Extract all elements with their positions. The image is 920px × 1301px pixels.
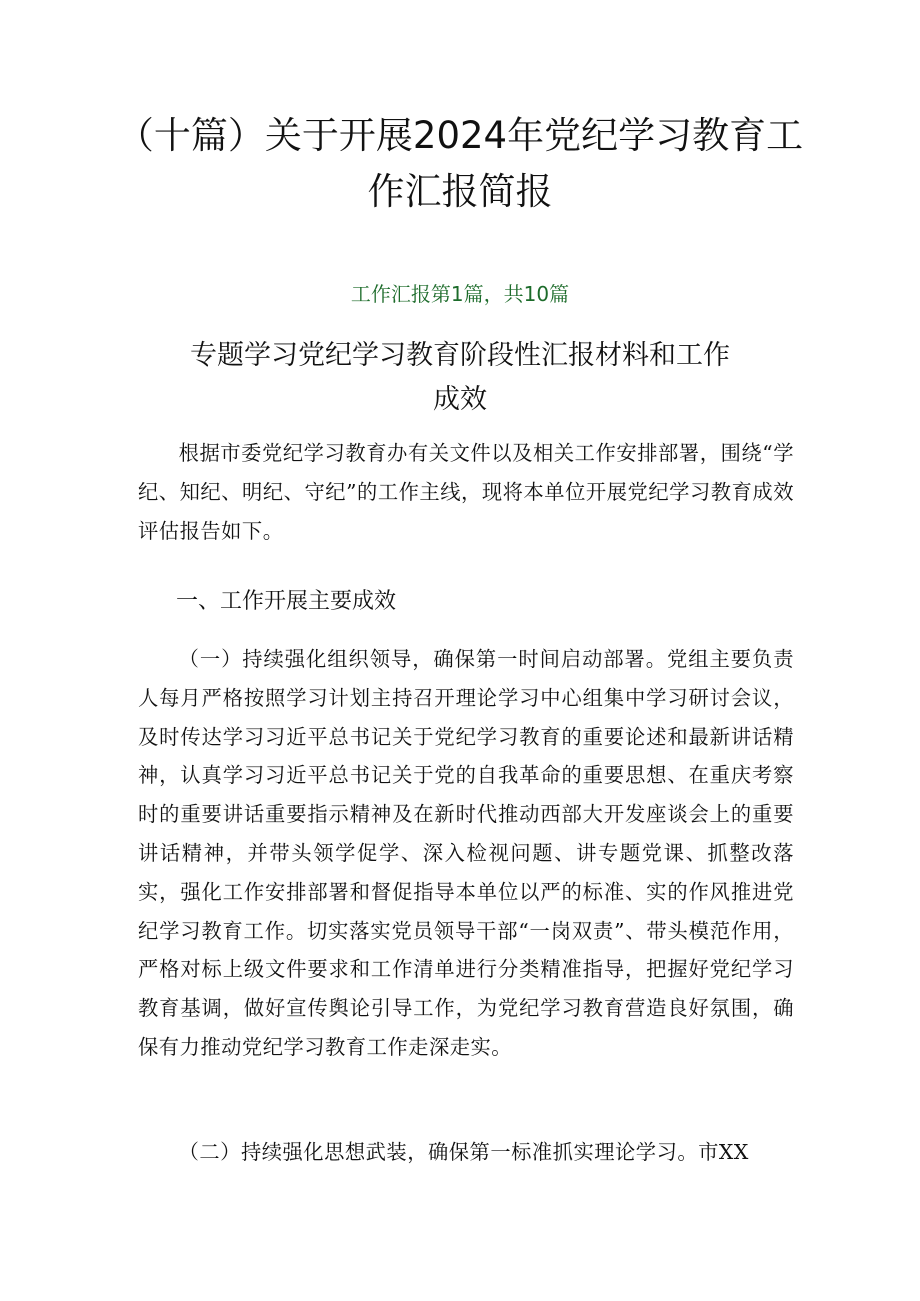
article-title-line-1: 专题学习党纪学习教育阶段性汇报材料和工作 — [190, 340, 730, 371]
paragraph-ideological-arming: （二）持续强化思想武装，确保第一标准抓实理论学习。市XX — [178, 1140, 749, 1164]
article-title — [150, 334, 770, 422]
intro-paragraph: 根据市委党纪学习教育办有关文件以及相关工作安排部署，围绕“学纪、知纪、明纪、守纪”的工作主线，现将本单位开展党纪学习教育成效评估报告如下。 — [138, 441, 794, 543]
document-title — [100, 108, 820, 220]
document-title-line-1: （十篇）关于开展2024年党纪学习教育工 — [116, 114, 804, 157]
document-title-line-2: 作汇报简报 — [367, 170, 553, 213]
heading-main-achievements: 一、工作开展主要成效 — [176, 589, 397, 614]
article-title-line-2: 成效 — [433, 384, 487, 415]
paragraph-organizational-leadership: （一）持续强化组织领导，确保第一时间启动部署。党组主要负责人每月严格按照学习计划主持召开理论学习中心组集中学习研讨会议，及时传达学习习近平总书记关于党纪学习教育的重要论述和最新讲话精神，认真学习习近平总书记关于党的自我革命的重要思想、在重庆考察时的重要讲话重要指示精神及在新时代推动西部大开发座谈会上的重要讲话精神，并带头领学促学、深入检视问题、讲专题党课、抓整改落实，强化工作安排部署和督促指导本单位以严的标准、实的作风推进党纪学习教育工作。切实落实党员领导干部“一岗双责”、带头模范作用，严格对标上级文件要求和工作清单进行分类精准指导，把握好党纪学习教育基调，做好宣传舆论引导工作，为党纪学习教育营造良好氛围，确保有力推动党纪学习教育工作走深走实。 — [138, 647, 794, 1059]
article-count-label: 工作汇报第1篇，共10篇 — [350, 282, 570, 306]
